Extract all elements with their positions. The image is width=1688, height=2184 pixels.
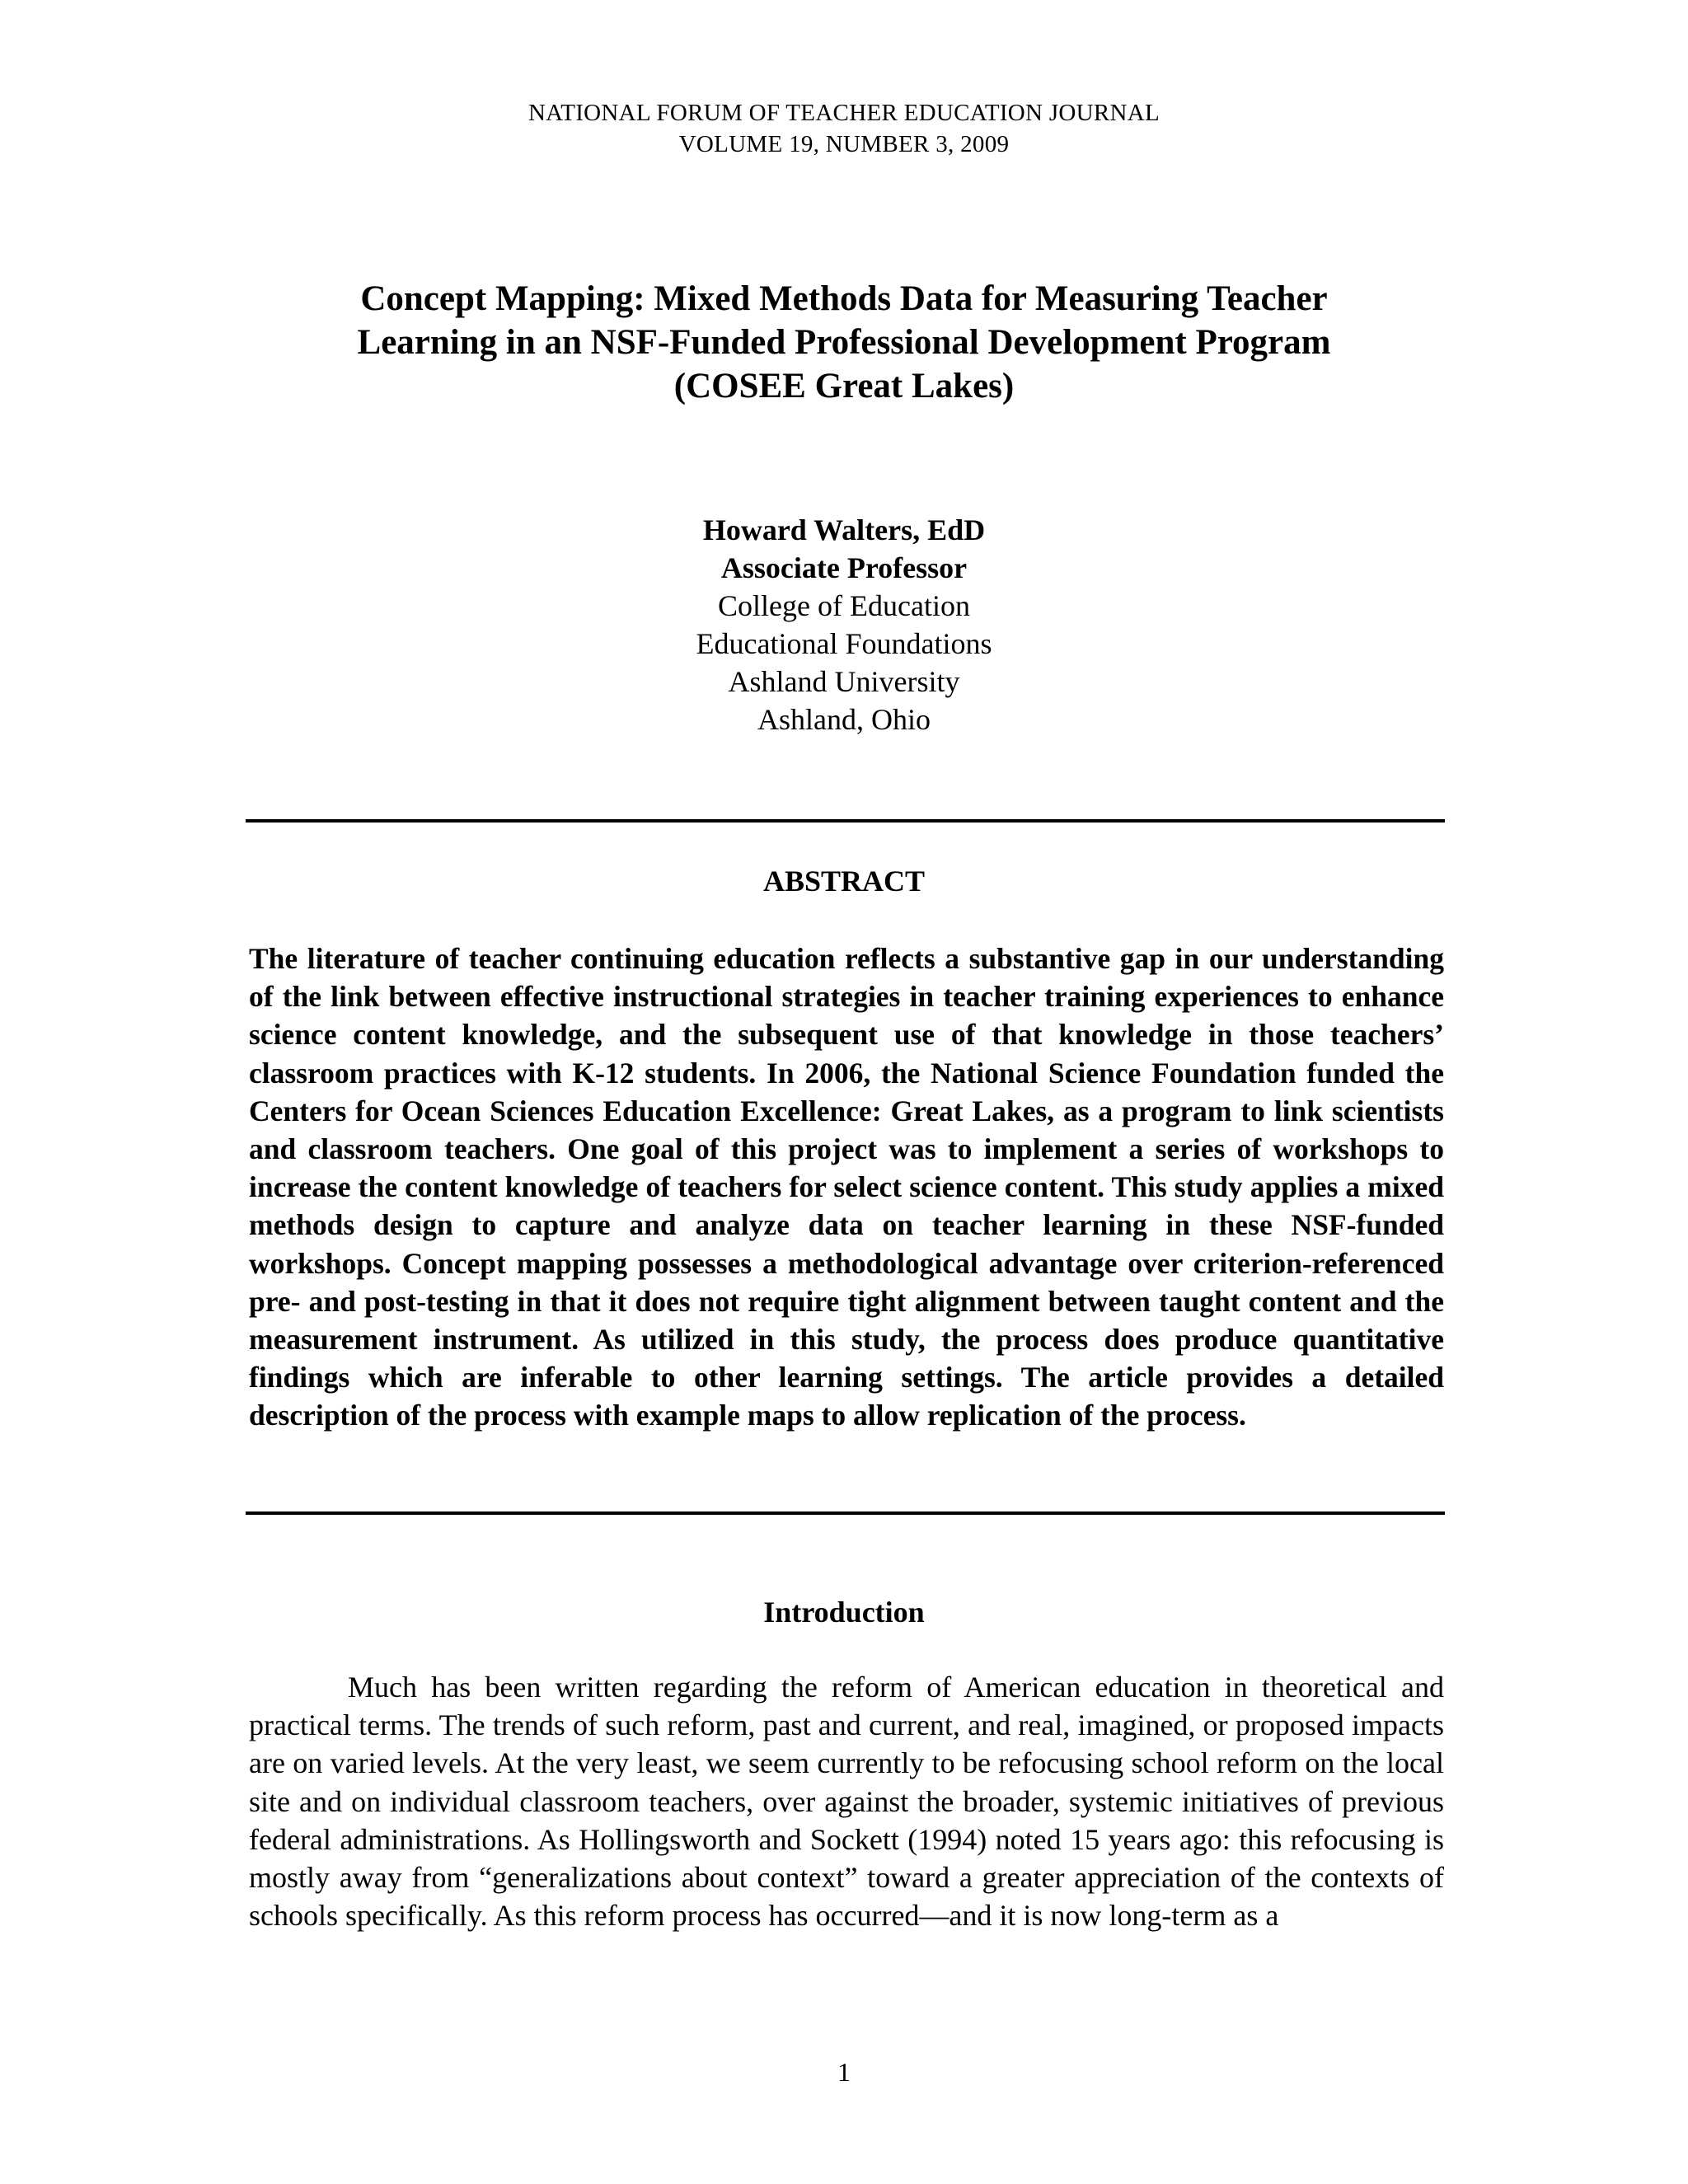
journal-volume: VOLUME 19, NUMBER 3, 2009 xyxy=(678,131,1010,157)
abstract-heading: ABSTRACT xyxy=(762,865,926,898)
introduction-body: Much has been written regarding the reform of American education in theoretical and practical terms. The trends of such reform, past and current, and real, imagined, or proposed impacts are on varied levels. At the very least, we seem currently to be refocusing school reform on the local site and on individual classroom teachers, over against the broader, systemic initiatives of previous federal administrations. As Hollingsworth and Sockett (1994) noted 15 years ago: this refocusing is mostly away from “generalizations about context” toward a greater appreciation of the contexts of schools specifically. As this reform process has occurred—and it is now long-term as a xyxy=(249,1671,1444,1933)
author-college: College of Education xyxy=(718,589,970,622)
title-line-2: Learning in an NSF-Funded Professional Development Program xyxy=(357,323,1331,362)
journal-header xyxy=(0,97,1688,160)
abstract-body: The literature of teacher continuing education reflects a substantive gap in our understanding of the link between effective instructional strategies in teacher training experiences to enhance science content knowledge, and the subsequent use of that knowledge in those teachers’ classroom practices with K-12 students. In 2006, the National Science Foundation funded the Centers for Ocean Sciences Education Excellence: Great Lakes, as a program to link scientists and classroom teachers. One goal of this project was to implement a series of workshops to increase the content knowledge of teachers for select science content. This study applies a mixed methods design to capture and analyze data on teacher learning in these NSF-funded workshops. Concept mapping possesses a methodological advantage over criterion-referenced pre- and post-testing in that it does not require tight alignment between taught content and the measurement instrument. As utilized in this study, the process does produce quantitative findings which are inferable to other learning settings. The article provides a detailed description of the process with example maps to allow replication of the process. xyxy=(249,942,1444,1432)
journal-name: NATIONAL FORUM OF TEACHER EDUCATION JOURNAL xyxy=(528,100,1160,126)
paper-title xyxy=(247,277,1441,408)
author-name: Howard Walters, EdD xyxy=(702,513,986,546)
title-line-1: Concept Mapping: Mixed Methods Data for Measuring Teacher xyxy=(360,279,1328,318)
author-location: Ashland, Ohio xyxy=(757,703,931,736)
abstract-bottom-rule xyxy=(246,1511,1445,1515)
page-number: 1 xyxy=(837,2057,851,2087)
author-block xyxy=(0,511,1688,738)
author-university: Ashland University xyxy=(728,665,960,698)
title-line-3: (COSEE Great Lakes) xyxy=(673,367,1015,405)
abstract-top-rule xyxy=(246,819,1445,823)
author-position: Associate Professor xyxy=(720,551,968,584)
author-department: Educational Foundations xyxy=(696,627,992,660)
introduction-heading: Introduction xyxy=(763,1596,925,1629)
